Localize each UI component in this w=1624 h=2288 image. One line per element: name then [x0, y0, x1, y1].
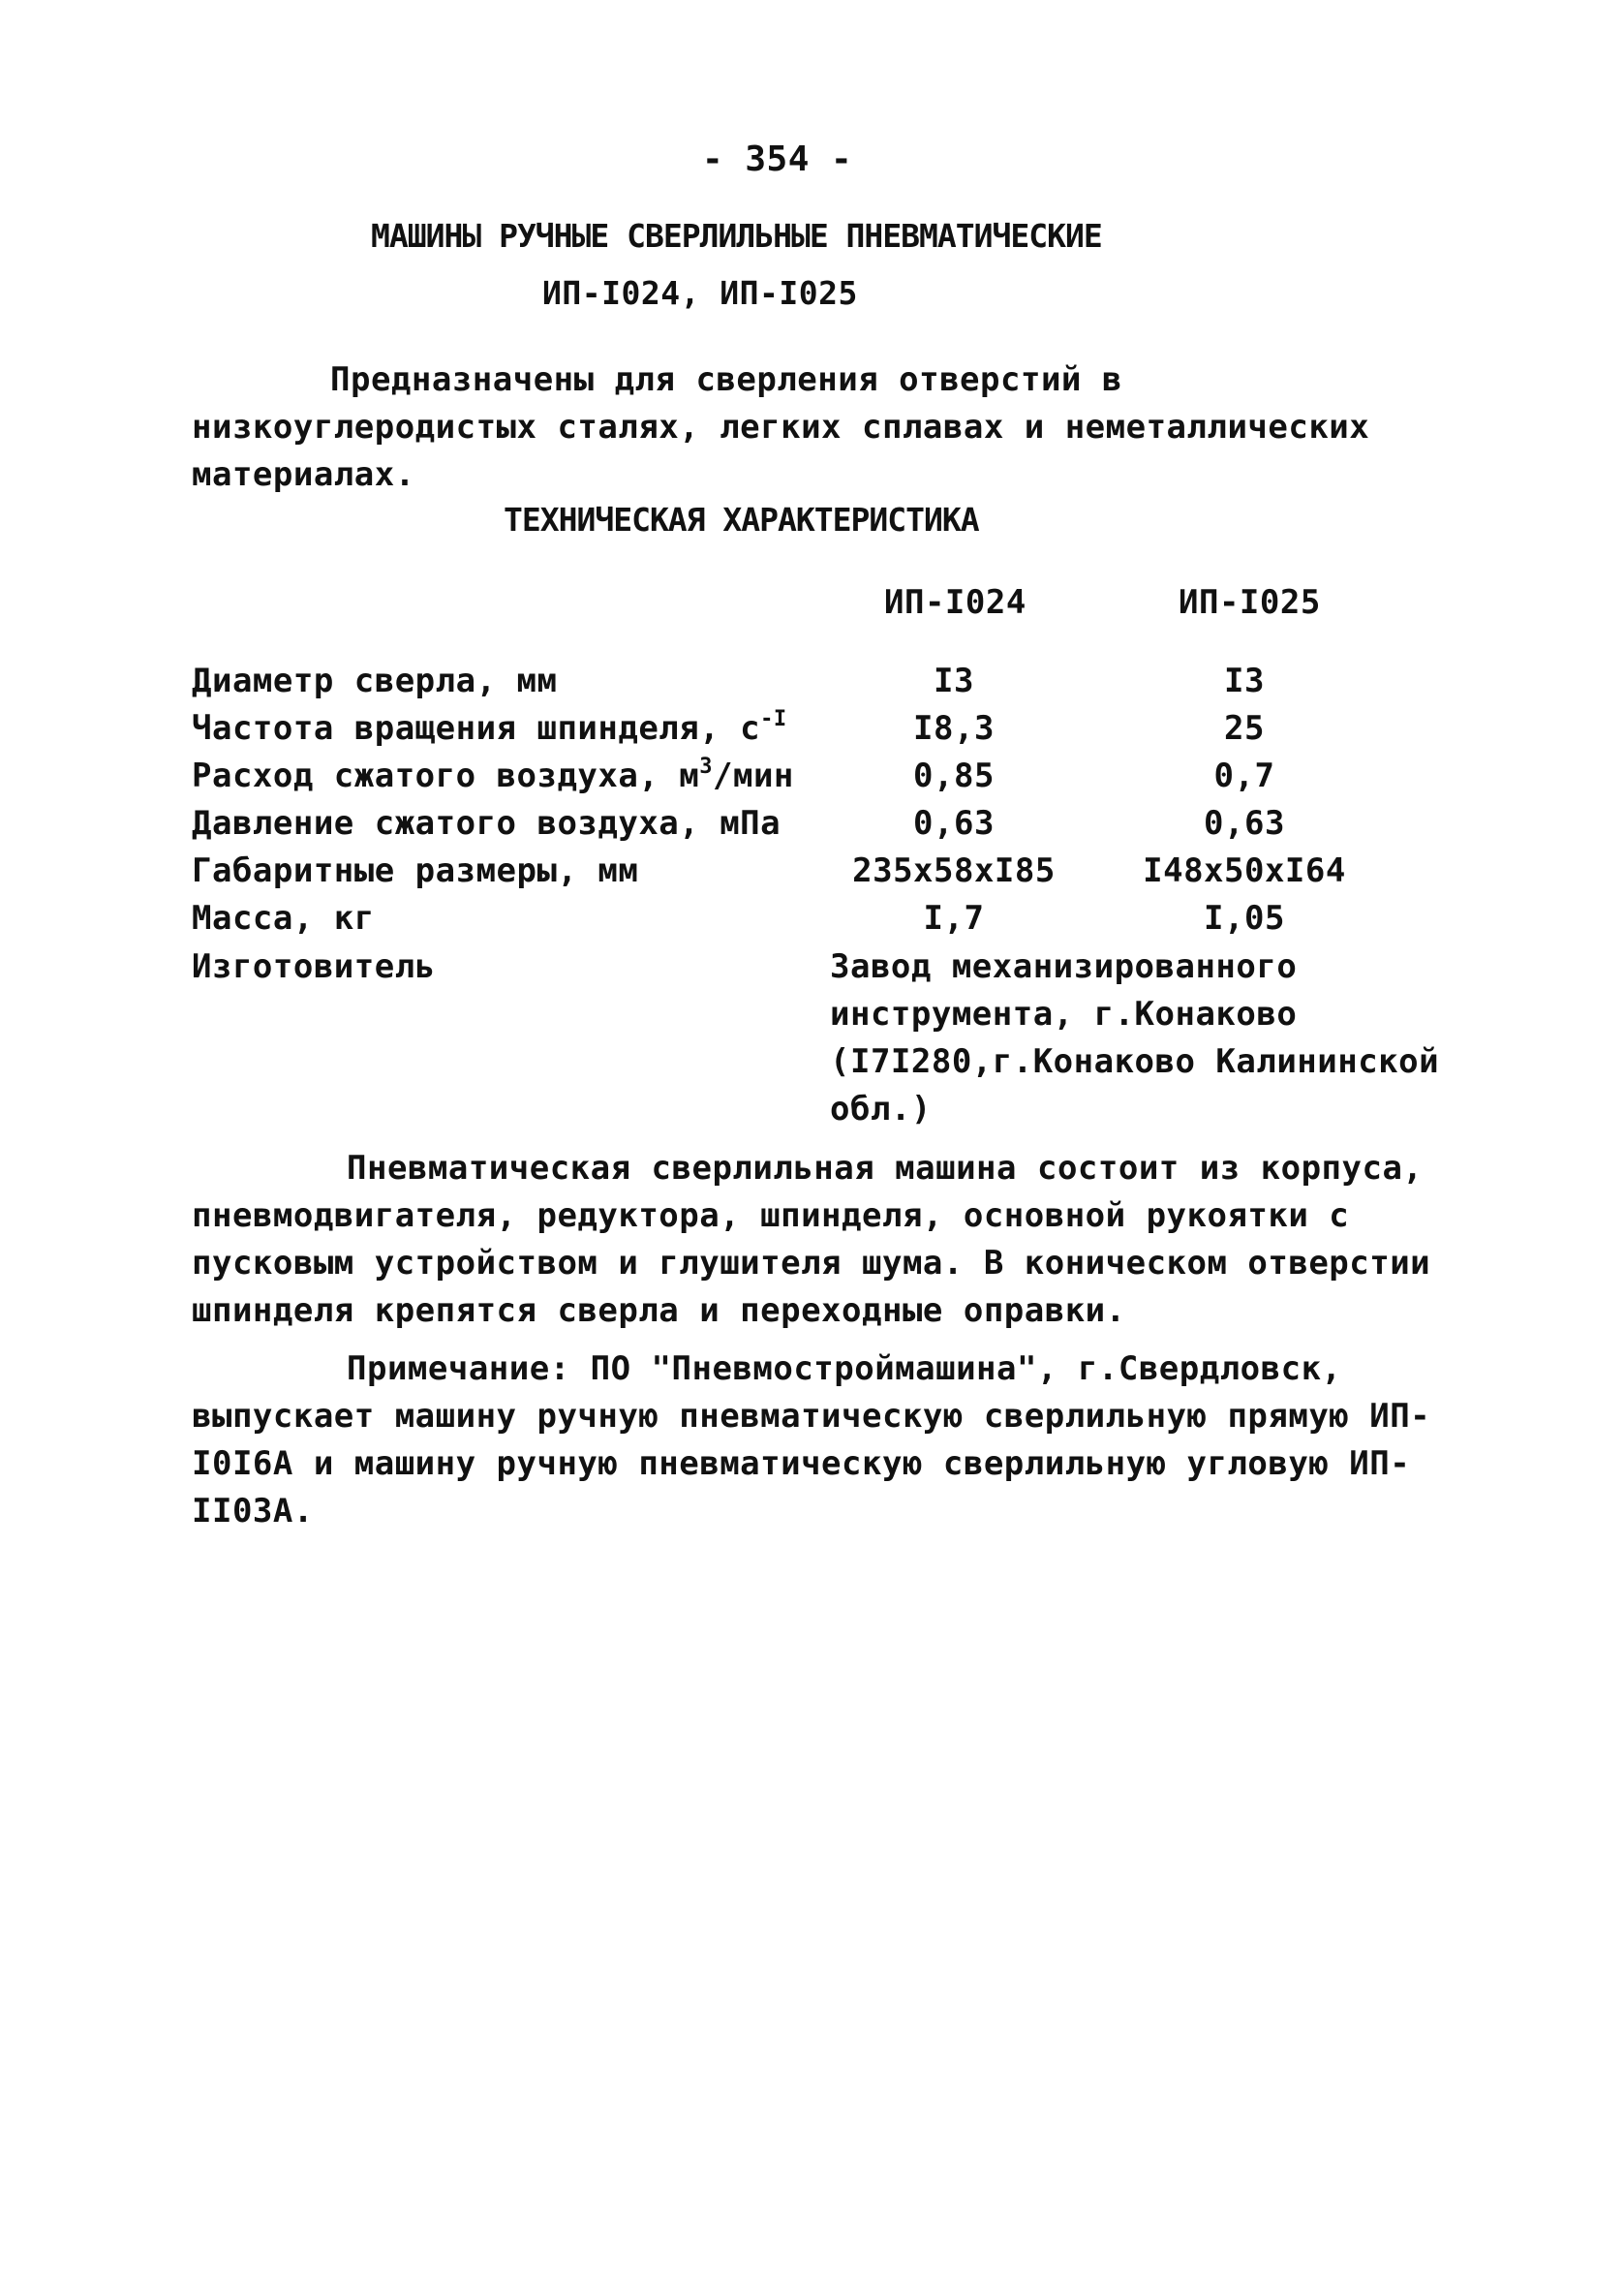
spec-value-ip1024: 235x58xI85	[852, 851, 1056, 890]
maker-value: Завод механизированного инструмента, г.Конаково (I7I280,г.Конаково Калининской обл.)	[830, 947, 1440, 1129]
spec-row-label: Диаметр сверла, мм	[192, 662, 558, 700]
note-paragraph: Примечание: ПО "Пневмостроймашина", г.Свердловск, выпускает машину ручную пневматическую сверлильную прямую ИП-I0I6А и машину ручную пневматическую сверлильную угловую ИП-II03А.	[192, 1349, 1431, 1530]
spec-row-label: Давление сжатого воздуха, мПа	[192, 804, 781, 843]
spec-value-ip1025: I48x50xI64	[1143, 851, 1346, 890]
spec-value-ip1024: I8,3	[913, 709, 995, 748]
spec-value-ip1025: 0,63	[1204, 804, 1285, 843]
purpose-paragraph: Предназначены для сверления отверстий в низкоуглеродистых сталях, легких сплавах и неметаллических материалах.	[192, 360, 1370, 494]
spec-value-ip1024: I,7	[923, 899, 985, 938]
page-subtitle-models: ИП-I024, ИП-I025	[542, 274, 858, 312]
spec-value-ip1025: I,05	[1204, 899, 1285, 938]
spec-heading: ТЕХНИЧЕСКАЯ ХАРАКТЕРИСТИКА	[504, 501, 979, 539]
description-paragraph: Пневматическая сверлильная машина состоит из корпуса, пневмодвигателя, редуктора, шпинделя, основной рукоятки с пусковым устройством и глушителя шума. В коническом отверстии шпинделя крепятся сверла и переходные оправки.	[192, 1149, 1431, 1330]
page-number: - 354 -	[702, 139, 853, 179]
spec-row-label: Частота вращения шпинделя, $с^{-I}$	[192, 706, 787, 748]
spec-row-label: Расход сжатого воздуха, $м^3$/мин	[192, 754, 794, 795]
spec-row-label: Масса, кг	[192, 899, 375, 938]
spec-value-ip1024: I3	[934, 662, 974, 700]
spec-value-ip1024: 0,85	[913, 757, 995, 795]
spec-value-ip1025: 0,7	[1213, 757, 1275, 795]
column-header-ip1025: ИП-I025	[1179, 583, 1321, 622]
spec-value-ip1025: 25	[1224, 709, 1265, 748]
page-title: МАШИНЫ РУЧНЫЕ СВЕРЛИЛЬНЫЕ ПНЕВМАТИЧЕСКИЕ	[371, 217, 1102, 255]
maker-label: Изготовитель	[192, 947, 436, 986]
spec-value-ip1025: I3	[1224, 662, 1265, 700]
spec-row-label: Габаритные размеры, мм	[192, 851, 639, 890]
spec-value-ip1024: 0,63	[913, 804, 995, 843]
column-header-ip1024: ИП-I024	[884, 583, 1026, 622]
